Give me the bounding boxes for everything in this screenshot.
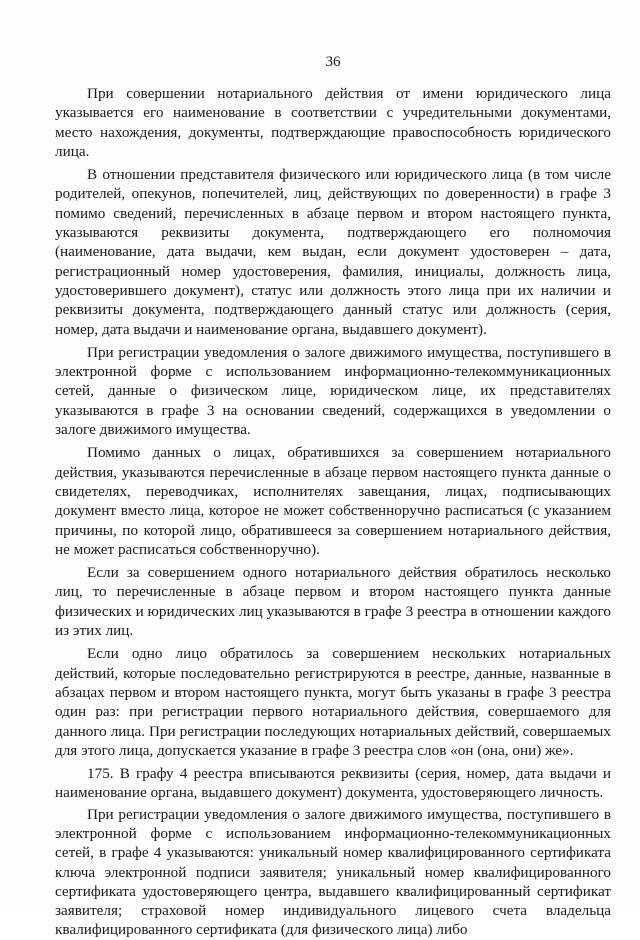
- paragraph-pledge-notice-column-4: При регистрации уведомления о залоге движимого имущества, поступившего в электронной форме с использованием информационно-телекоммуникационных сетей, в графе 4 указываются: уникальный номер квалифицированного сертификата ключа электронной подписи заявителя; уникальный номер квалифицированного сертификата удостоверяющего центра, выдавшего квалифицированный сертификат заявителя; страховой номер индивидуального лицевого счета владельца квалифицированного сертификата (для физического лица) либо: [55, 805, 611, 939]
- paragraph-item-175: 175. В графу 4 реестра вписываются реквизиты (серия, номер, дата выдачи и наименование органа, выдавшего документ) документа, удостоверяющего личность.: [55, 765, 611, 802]
- page-number: 36: [325, 54, 341, 70]
- paragraph-legal-entity: При совершении нотариального действия от имени юридического лица указывается его наименование в соответствии с учредительными документами, место нахождения, документы, подтверждающие правоспособность юридического лица.: [55, 85, 611, 160]
- paragraph-pledge-notice-column-3: При регистрации уведомления о залоге движимого имущества, поступившего в электронной форме с использованием информационно-телекоммуникационных сетей, данные о физическом лице, юридическом лице, их представителях указываются в графе 3 на основании сведений, содержащихся в уведомлении о залоге движимого имущества.: [55, 343, 611, 439]
- paragraph-multiple-persons: Если за совершением одного нотариального действия обратилось несколько лиц, то перечисленные в абзаце первом и втором настоящего пункта данные физических и юридических лиц указываются в графе 3 реестра в отношении каждого из этих лиц.: [55, 564, 611, 640]
- paragraph-multiple-actions: Если одно лицо обратилось за совершением нескольких нотариальных действий, которые последовательно регистрируются в реестре, данные, названные в абзацах первом и втором настоящего пункта, могут быть указаны в графе 3 реестра один раз: при регистрации первого нотариального действия, совершаемого для данного лица. При регистрации последующих нотариальных действий, совершаемых для этого лица, допускается указание в графе 3 реестра слов «он (она, они) же».: [55, 645, 611, 759]
- paragraph-representative: В отношении представителя физического или юридического лица (в том числе родителей, опекунов, попечителей, лиц, действующих по доверенности) в графе 3 помимо сведений, перечисленных в абзаце первом и втором настоящего пункта, указываются реквизиты документа, подтверждающего его полномочия (наименование, дата выдачи, кем выдан, если документ удостоверен – дата, регистрационный номер удостоверения, фамилия, инициалы, должность лица, удостоверившего документ), статус или должность этого лица при их наличии и реквизиты документа, подтверждающего данный статус или должность (серия, номер, дата выдачи и наименование органа, выдавшего документ).: [55, 166, 611, 338]
- paragraph-witnesses: Помимо данных о лицах, обратившихся за совершением нотариального действия, указываются перечисленные в абзаце первом настоящего пункта данные о свидетелях, переводчиках, исполнителях завещания, лицах, подписывающих документ вместо лица, которое не может собственноручно расписаться (с указанием причины, по которой лицо, обратившееся за совершением нотариального действия, не может расписаться собственноручно).: [55, 444, 611, 558]
